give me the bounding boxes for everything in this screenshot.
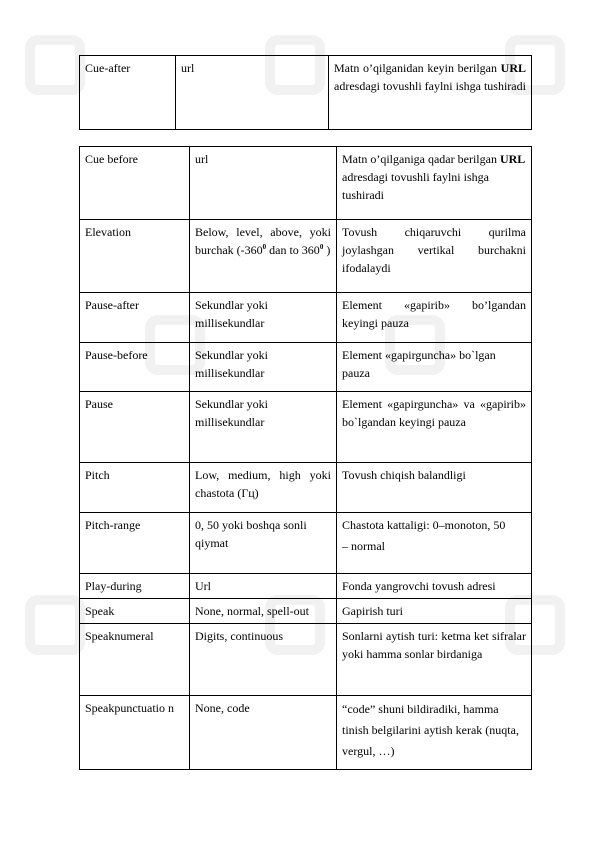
property-cell: [80, 696, 190, 770]
description-bold: URL: [499, 152, 526, 166]
description-text: Gapirish turi: [342, 604, 403, 618]
description-text: Fonda yangrovchi tovush adresi: [342, 579, 496, 593]
description-text: Sonlarni aytish turi: ketma ket sifralar yoki hamma sonlar birdaniga: [342, 629, 526, 661]
property-name: Speak: [85, 604, 115, 618]
degree-superscript: 0: [262, 243, 267, 251]
property-name: Cue before: [85, 152, 138, 166]
value-cell: [190, 513, 337, 574]
table-row: [80, 696, 532, 770]
property-value: Digits, continuous: [195, 629, 284, 643]
property-name: Pitch: [85, 468, 110, 482]
property-value: None, code: [195, 701, 250, 715]
description-cell: [337, 343, 532, 392]
table-row: [80, 599, 532, 624]
property-name: Play-during: [85, 579, 142, 593]
description-text: Matn o’qilganidan keyin berilgan: [334, 61, 501, 75]
description-text: adresdagi tovushli faylni ishga tushiradi: [334, 79, 526, 93]
degree-superscript: 0: [319, 243, 324, 251]
table-row: [80, 293, 532, 343]
property-cell: [80, 392, 190, 463]
property-cell: [80, 56, 176, 130]
property-value: Sekundlar yoki millisekundlar: [195, 348, 268, 380]
description-text: Tovush chiqish balandligi: [342, 468, 466, 482]
value-cell: [190, 220, 337, 293]
aural-properties-table: [79, 146, 532, 770]
table-row: [80, 624, 532, 696]
property-name: Pitch-range: [85, 518, 141, 532]
property-name: Speaknumeral: [85, 629, 154, 643]
value-cell: [190, 696, 337, 770]
description-cell: [337, 147, 532, 220]
description-text: Element «gapirib» bo’lgandan keyingi pauza: [342, 298, 526, 330]
table-row: [80, 574, 532, 599]
description-cell: [337, 513, 532, 574]
property-cell: [80, 293, 190, 343]
property-name: Pause-before: [85, 348, 148, 362]
value-cell: [190, 599, 337, 624]
value-cell: [190, 293, 337, 343]
table-row: [80, 392, 532, 463]
property-cell: [80, 147, 190, 220]
description-text: Tovush chiqaruvchi qurilma joylashgan vertikal burchakni ifodalaydi: [342, 225, 526, 275]
property-name: Elevation: [85, 225, 131, 239]
property-value: Low, medium, high yoki chastota (Гц): [195, 468, 331, 500]
value-cell: [190, 392, 337, 463]
table-row: [80, 513, 532, 574]
value-cell: [190, 147, 337, 220]
table-row: [80, 56, 532, 130]
table-row: [80, 343, 532, 392]
property-name: Pause: [85, 397, 113, 411]
property-value: Below, level, above, yoki burchak (-360: [195, 225, 331, 257]
property-cell: [80, 463, 190, 513]
value-cell: [190, 463, 337, 513]
property-value: 0, 50 yoki boshqa sonli qiymat: [195, 518, 307, 550]
description-text: adresdagi tovushli faylni ishga tushiradi: [342, 170, 489, 202]
cue-after-table: [79, 55, 532, 130]
table-row: [80, 463, 532, 513]
property-cell: [80, 343, 190, 392]
property-value: url: [181, 61, 195, 75]
property-value: Url: [195, 579, 211, 593]
description-cell: [337, 463, 532, 513]
description-cell: [329, 56, 532, 130]
property-cell: [80, 624, 190, 696]
description-text: Element «gapirguncha» bo`lgan pauza: [342, 348, 496, 380]
property-name: Pause-after: [85, 298, 139, 312]
property-cell: [80, 220, 190, 293]
table-row: [80, 147, 532, 220]
value-cell: [190, 343, 337, 392]
description-text: – normal: [342, 539, 385, 553]
property-cell: [80, 513, 190, 574]
description-cell: [337, 624, 532, 696]
description-cell: [337, 696, 532, 770]
property-name: Speakpunctuatio n: [85, 701, 174, 715]
description-cell: [337, 392, 532, 463]
property-value: ): [323, 243, 331, 257]
property-value: url: [195, 152, 209, 166]
property-value: Sekundlar yoki millisekundlar: [195, 397, 268, 429]
property-value: None, normal, spell-out: [195, 604, 309, 618]
description-text: Element «gapirguncha» va «gapirib» bo`lgandan keyingi pauza: [342, 397, 526, 429]
property-name: Cue-after: [85, 61, 131, 75]
property-cell: [80, 574, 190, 599]
description-cell: [337, 574, 532, 599]
description-cell: [337, 293, 532, 343]
description-bold: URL: [500, 61, 526, 75]
description-cell: [337, 599, 532, 624]
value-cell: [176, 56, 329, 130]
description-text: “code” shuni bildiradiki, hamma tinish belgilarini aytish kerak (nuqta, vergul, …): [342, 702, 519, 758]
description-cell: [337, 220, 532, 293]
value-cell: [190, 624, 337, 696]
value-cell: [190, 574, 337, 599]
property-cell: [80, 599, 190, 624]
property-value: Sekundlar yoki millisekundlar: [195, 298, 268, 330]
description-text: Matn o’qilganiga qadar berilgan: [342, 152, 500, 166]
table-row: [80, 220, 532, 293]
description-text: Chastota kattaligi: 0–monoton, 50: [342, 518, 506, 532]
property-value: dan to 360: [266, 243, 320, 257]
